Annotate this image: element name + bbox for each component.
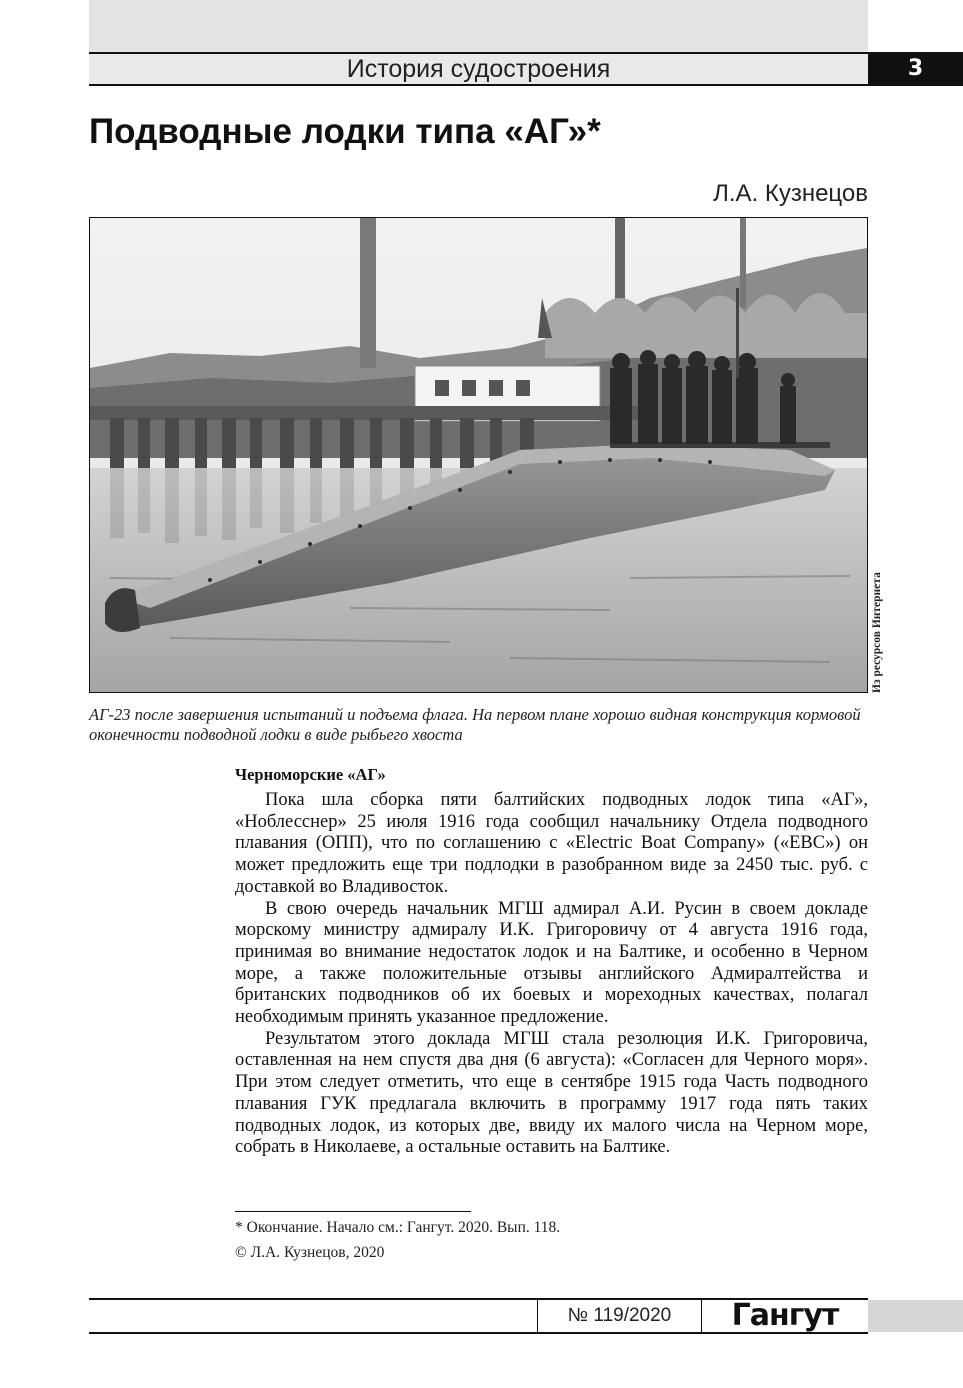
copyright-note: © Л.А. Кузнецов, 2020: [235, 1244, 385, 1261]
issue-number: № 119/2020: [537, 1300, 702, 1332]
photo-credit: Из ресурсов Интернета: [871, 572, 883, 693]
page-number-box: [868, 52, 963, 86]
body-paragraph: Пока шла сборка пяти балтийских подводных лодок типа «АГ», «Ноблесснер» 25 июля 1916 года сообщил начальнику Отдела подводного плавания (ОПП), что по соглашению с «Electric Boat Company» («ЕВС») он может предложить еще три подлодки в разобранном виде за 2450 тыс. руб. с доставкой во Владивосток.: [235, 790, 868, 897]
footnote: * Окончание. Начало см.: Гангут. 2020. Вып. 118.: [235, 1219, 561, 1236]
article-body: [235, 764, 868, 1159]
page-number: 3: [907, 56, 924, 81]
section-title: История судостроения: [346, 55, 611, 83]
body-paragraph: Результатом этого доклада МГШ стала резолюция И.К. Григоровича, оставленная на нем спустя два дня (6 августа): «Согласен для Черного моря». При этом следует отметить, что еще в сентябре 1915 года Часть подводного плавания ГУК предлагала включить в программу 1917 года пять таких подводных лодок, из которых две, ввиду их малого числа на Черном море, собрать в Николаеве, а остальные оставить на Балтике.: [235, 1028, 868, 1158]
footer-gray-box: [868, 1300, 963, 1332]
body-paragraph: В свою очередь начальник МГШ адмирал А.И. Русин в своем докладе морскому министру адмиралу И.К. Григоровичу от 4 августа 1916 года, принимая во внимание недостаток лодок и на Балтике, и особенно в Черном море, а также положительные отзывы английского Адмиралтейства и британских подводников об их боевых и мореходных качествах, полагал необходимым принять указанное предложение.: [235, 898, 868, 1028]
top-gray-band: [89, 0, 868, 52]
section-subheading: Черноморские «АГ»: [235, 765, 386, 784]
section-header-bar: [89, 52, 868, 86]
submarine-photo: [89, 217, 868, 693]
magazine-logo: Гангут: [731, 1298, 839, 1333]
article-author: Л.А. Кузнецов: [713, 180, 868, 207]
article-title: Подводные лодки типа «АГ»*: [89, 112, 601, 151]
footnote-divider: [235, 1211, 471, 1212]
photo-caption: АГ-23 после завершения испытаний и подъема флага. На первом плане хорошо видная конструкция кормовой оконечности подводной лодки в виде рыбьего хвоста: [89, 705, 861, 744]
